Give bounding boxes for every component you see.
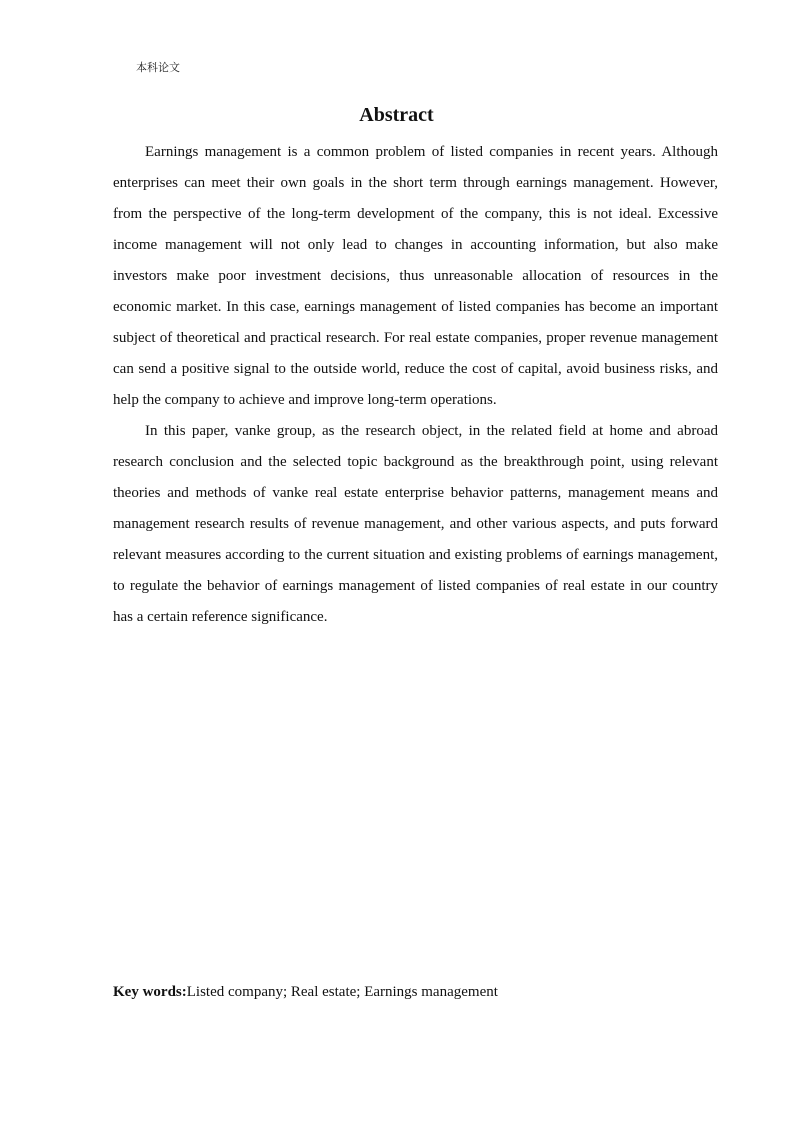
running-header: 本科论文	[136, 61, 180, 74]
keywords-text: Listed company; Real estate; Earnings management	[186, 984, 498, 1000]
page-title: Abstract	[359, 104, 434, 126]
keywords-label: Key words:	[113, 984, 187, 1000]
keywords-line	[113, 984, 498, 1001]
abstract-body	[113, 137, 718, 633]
abstract-paragraph: Earnings management is a common problem of listed companies in recent years. Although enterprises can meet their own goals in the short term through earnings management. However, from the perspective of the long-term development of the company, this is not ideal. Excessive income management will not only lead to changes in accounting information, but also make investors make poor investment decisions, thus unreasonable allocation of resources in the economic market. In this case, earnings management of listed companies has become an important subject of theoretical and practical research. For real estate companies, proper revenue management can send a positive signal to the outside world, reduce the cost of capital, avoid business risks, and help the company to achieve and improve long-term operations.	[113, 144, 718, 408]
abstract-paragraph: In this paper, vanke group, as the research object, in the related field at home and abroad research conclusion and the selected topic background as the breakthrough point, using relevant theories and methods of vanke real estate enterprise behavior patterns, management means and management research results of revenue management, and other various aspects, and puts forward relevant measures according to the current situation and existing problems of earnings management, to regulate the behavior of earnings management of listed companies of real estate in our country has a certain reference significance.	[113, 423, 718, 625]
